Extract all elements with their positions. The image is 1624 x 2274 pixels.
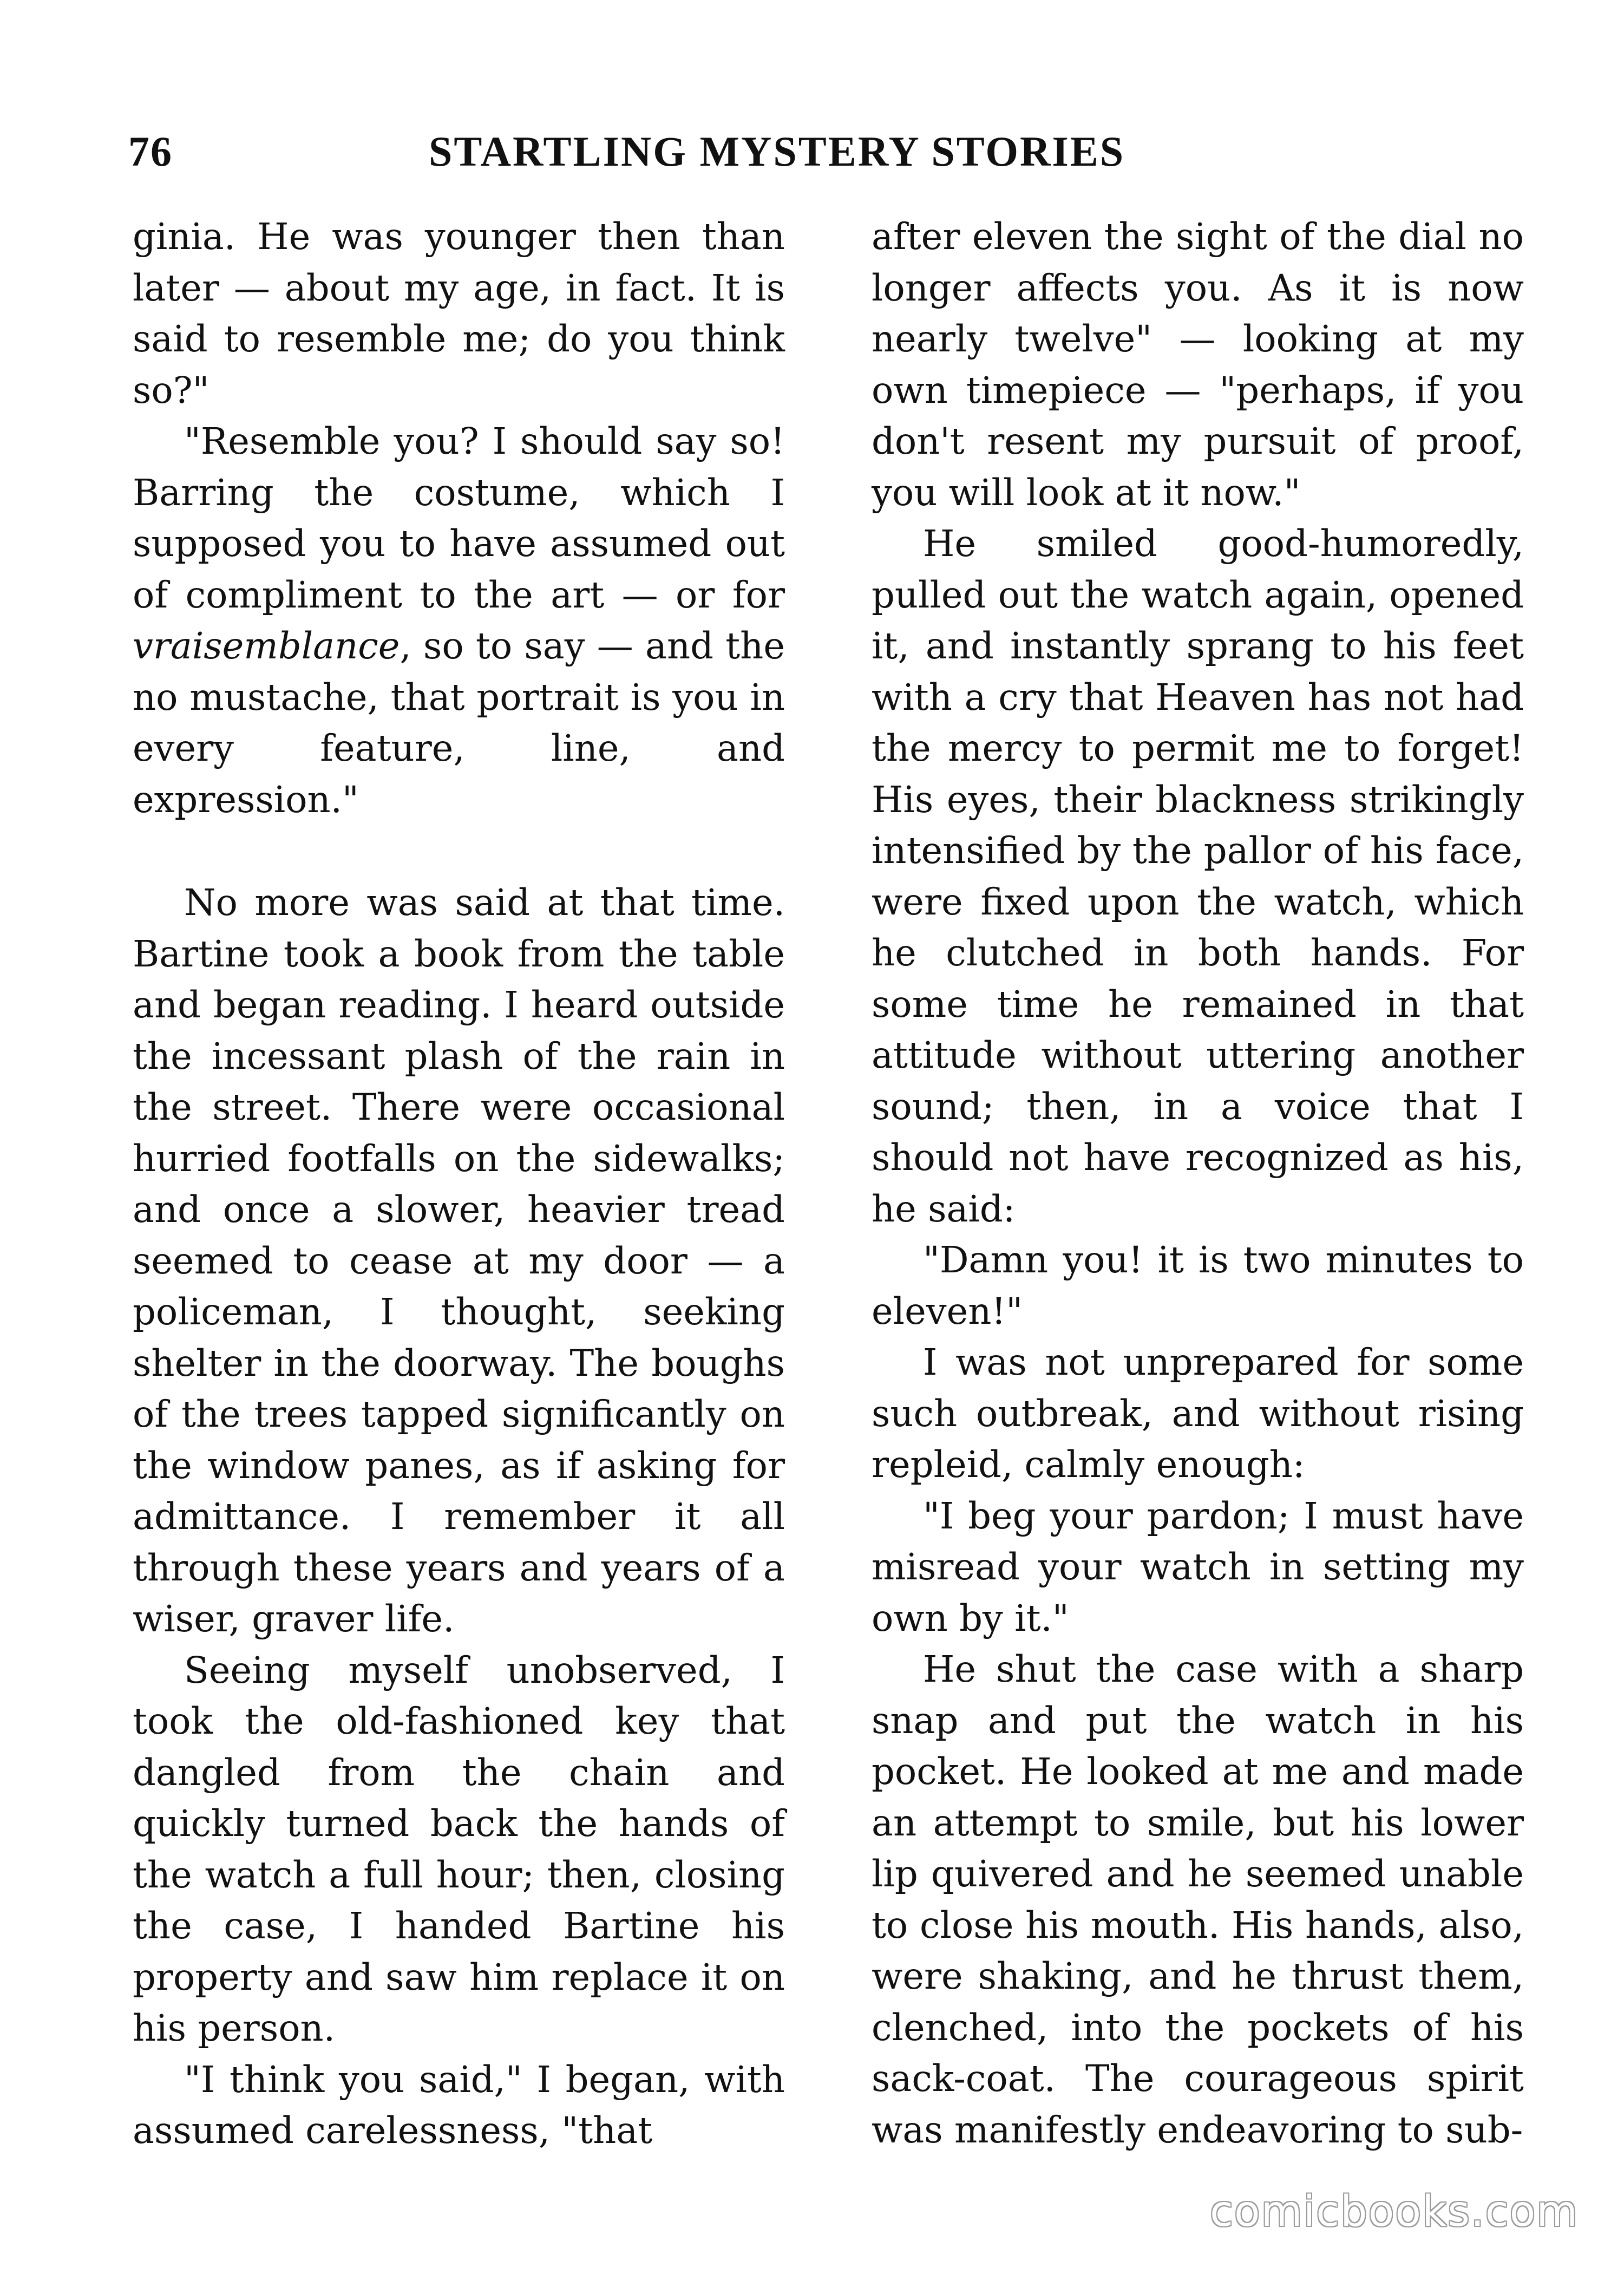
paragraph: "Resemble you? I should say so! Barring the costume, which I supposed you to have assumed out of compliment to the art — or for vraisemblance, so to say — and the no mustache, that portrait is you in every feature, line, and expression." [133,420,785,821]
paragraph: "I beg your pardon; I must have misread your watch in setting my own by it." [872,1494,1524,1639]
paragraph: "Damn you! it is two minutes to eleven!" [872,1239,1524,1332]
paragraph: He smiled good-humoredly, pulled out the watch again, opened it, and instantly sprang to his feet with a cry that Heaven has not had the mercy to permit me to forget! His eyes, their blackness strikingly intensified by the pallor of his face, were fixed upon the watch, which he clutched in both hands. For some time he remained in that attitude without uttering another sound; then, in a voice that I should not have recognized as his, he said: [872,522,1524,1230]
paragraph: He shut the case with a sharp snap and put the watch in his pocket. He looked at me and made an attempt to smile, but his lower lip quivered and he seemed unable to close his mouth. His hands, also, were shaking, and he thrust them, clenched, into the pockets of his sack-coat. The courageous spirit was manifestly endeavoring to sub- [872,1648,1524,2151]
italic-word: vraisemblance [133,625,400,667]
paragraph: ginia. He was younger then than later — about my age, in fact. It is said to resemble me; do you think so?" [133,215,785,411]
right-text-column [872,211,1524,2155]
paragraph: "I think you said," I began, with assumed carelessness, "that [133,2058,785,2152]
paragraph: Seeing myself unobserved, I took the old-fashioned key that dangled from the chain and quickly turned back the hands of the watch a full hour; then, closing the case, I handed Bartine his property and saw him replace it on his person. [133,1649,785,2049]
watermark: comicbooks.com [1210,2187,1579,2236]
paragraph: after eleven the sight of the dial no longer affects you. As it is now nearly twelve" — looking at my own timepiece — "perhaps, if you don't resent my pursuit of proof, you will look at it now." [872,215,1524,514]
running-title: STARTLING MYSTERY STORIES [429,128,1125,175]
paragraph: I was not unprepared for some such outbreak, and without rising repleid, calmly enough: [872,1341,1524,1486]
left-text-column [133,211,785,2157]
page-header [128,127,1492,187]
page-number: 76 [128,128,173,175]
paragraph: No more was said at that time. Bartine took a book from the table and began reading. I heard outside the incessant plash of the rain in the street. There were occasional hurried footfalls on the sidewalks; and once a slower, heavier tread seemed to cease at my door — a policeman, I thought, seeking shelter in the doorway. The boughs of the trees tapped significantly on the window panes, as if asking for admittance. I remember it all through these years and years of a wiser, graver life. [133,881,785,1640]
